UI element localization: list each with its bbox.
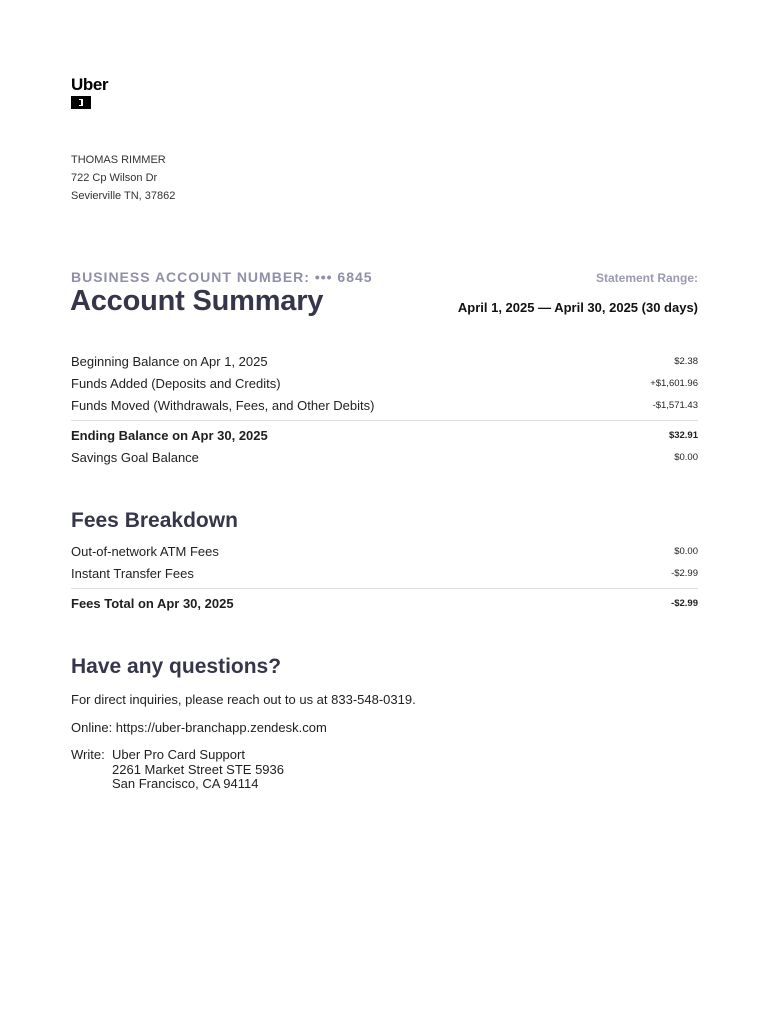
mailing-address (71, 151, 175, 205)
row-value: $32.91 (668, 429, 698, 441)
customer-street: 722 Cp Wilson Dr (71, 172, 158, 184)
fees-total-row (71, 592, 698, 614)
write-line: 2261 Market Street STE 5936 (112, 761, 284, 777)
fees-table (71, 540, 698, 614)
divider (71, 420, 698, 421)
row-label: Funds Added (Deposits and Credits) (71, 375, 281, 391)
write-prefix: Write: (71, 747, 105, 762)
write-line: San Francisco, CA 94114 (112, 776, 259, 791)
divider (71, 588, 698, 589)
savings-row (71, 446, 698, 468)
row-value: -$2.99 (671, 567, 698, 579)
row-label: Out-of-network ATM Fees (71, 543, 219, 559)
statement-range-label: Statement Range: (595, 271, 698, 285)
ending-balance-row (71, 424, 698, 446)
row-value: $2.38 (674, 355, 698, 367)
table-row (71, 372, 698, 394)
table-row (71, 394, 698, 416)
table-row (71, 540, 698, 562)
table-row (71, 562, 698, 584)
row-label: Fees Total on Apr 30, 2025 (71, 595, 234, 611)
customer-city: Sevierville TN, 37862 (71, 190, 176, 202)
customer-name: THOMAS RIMMER (71, 154, 166, 166)
fees-section-title: Fees Breakdown (71, 509, 238, 532)
questions-section-title: Have any questions? (71, 655, 282, 678)
uber-logo (71, 75, 108, 109)
logo-wordmark: Uber (71, 75, 109, 94)
row-label: Beginning Balance on Apr 1, 2025 (71, 353, 268, 369)
online-line: Online: https://uber-branchapp.zendesk.com (71, 720, 327, 735)
row-label: Ending Balance on Apr 30, 2025 (71, 427, 268, 443)
account-summary-table (71, 350, 698, 468)
row-label: Instant Transfer Fees (71, 565, 194, 581)
row-value: $0.00 (674, 451, 698, 463)
mailing-instructions (71, 748, 284, 792)
row-value: -$2.99 (671, 597, 698, 609)
statement-range-value: April 1, 2025 — April 30, 2025 (30 days) (457, 300, 698, 315)
phone-line: For direct inquiries, please reach out to us at 833-548-0319. (71, 692, 416, 707)
row-value: +$1,601.96 (650, 377, 698, 389)
row-value: -$1,571.43 (652, 399, 698, 411)
page-title: Account Summary (70, 285, 324, 317)
card-badge-icon (71, 96, 91, 109)
row-label: Savings Goal Balance (71, 449, 199, 465)
table-row (71, 350, 698, 372)
row-label: Funds Moved (Withdrawals, Fees, and Other Debits) (71, 397, 375, 413)
row-value: $0.00 (674, 545, 698, 557)
write-line: Uber Pro Card Support (112, 747, 245, 762)
account-number: BUSINESS ACCOUNT NUMBER: ••• 6845 (71, 269, 373, 285)
